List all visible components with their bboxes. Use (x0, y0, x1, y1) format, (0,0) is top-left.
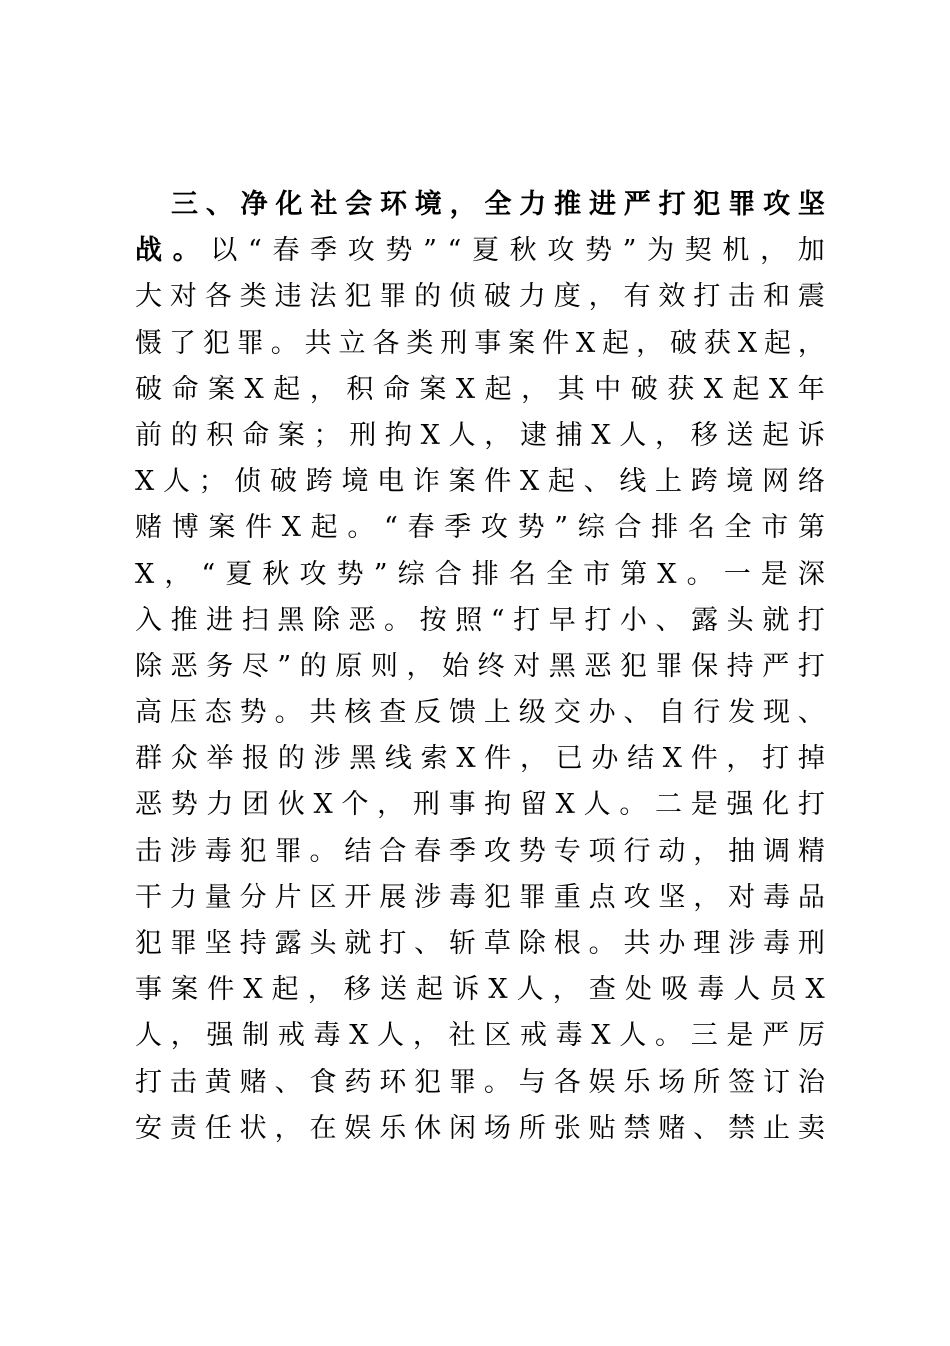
text-line: 犯 罪 坚 持 露 头 就 打 、 斩 草 除 根 。 共 办 理 涉 毒 刑 (135, 928, 825, 959)
text-line: 群 众 举 报 的 涉 黑 线 索 X 件 ， 已 办 结 X 件 ， 打 掉 (135, 743, 825, 775)
body-text (135, 182, 825, 1152)
text-line: 赌 博 案 件 X 起 。 “ 春 季 攻 势 ” 综 合 排 名 全 市 第 (135, 512, 825, 544)
text-line: 击 涉 毒 犯 罪 。 结 合 春 季 攻 势 专 项 行 动 ， 抽 调 精 (135, 835, 825, 867)
text-line: 战 。 以 “ 春 季 攻 势 ” “ 夏 秋 攻 势 ” 为 契 机 ， 加 (135, 235, 825, 267)
text-line: 慑 了 犯 罪 。 共 立 各 类 刑 事 案 件 X 起 ， 破 获 X 起 ， (135, 327, 825, 359)
text-line: 高 压 态 势 。 共 核 查 反 馈 上 级 交 办 、 自 行 发 现 、 (135, 697, 825, 729)
text-line: 入 推 进 扫 黑 除 恶 。 按 照 “ 打 早 打 小 、 露 头 就 打 (135, 604, 825, 636)
text-line: 除 恶 务 尽 ” 的 原 则 ， 始 终 对 黑 恶 犯 罪 保 持 严 打 (135, 650, 825, 682)
text-line: 恶 势 力 团 伙 X 个 ， 刑 事 拘 留 X 人 。 二 是 强 化 打 (135, 789, 825, 821)
text-line: 打 击 黄 赌 、 食 药 环 犯 罪 。 与 各 娱 乐 场 所 签 订 治 (135, 1066, 825, 1098)
text-line: X ， “ 夏 秋 攻 势 ” 综 合 排 名 全 市 第 X 。 一 是 深 (135, 558, 825, 590)
text-line: 人 ， 强 制 戒 毒 X 人 ， 社 区 戒 毒 X 人 。 三 是 严 厉 (135, 1020, 825, 1052)
text-line: 大 对 各 类 违 法 犯 罪 的 侦 破 力 度 ， 有 效 打 击 和 震 (135, 281, 825, 313)
text-line: 破 命 案 X 起 ， 积 命 案 X 起 ， 其 中 破 获 X 起 X 年 (135, 373, 825, 405)
text-line: 前 的 积 命 案 ； 刑 拘 X 人 ， 逮 捕 X 人 ， 移 送 起 诉 (135, 419, 825, 451)
text-line: 事 案 件 X 起 ， 移 送 起 诉 X 人 ， 查 处 吸 毒 人 员 X (135, 974, 825, 1006)
text-line: 三 、 净 化 社 会 环 境 ， 全 力 推 进 严 打 犯 罪 攻 坚 (171, 189, 825, 220)
text-line: X 人 ； 侦 破 跨 境 电 诈 案 件 X 起 、 线 上 跨 境 网 络 (135, 466, 825, 498)
text-line: 干 力 量 分 片 区 开 展 涉 毒 犯 罪 重 点 攻 坚 ， 对 毒 品 (135, 881, 825, 913)
text-line: 安 责 任 状 ， 在 娱 乐 休 闲 场 所 张 贴 禁 赌 、 禁 止 卖 (135, 1112, 825, 1144)
